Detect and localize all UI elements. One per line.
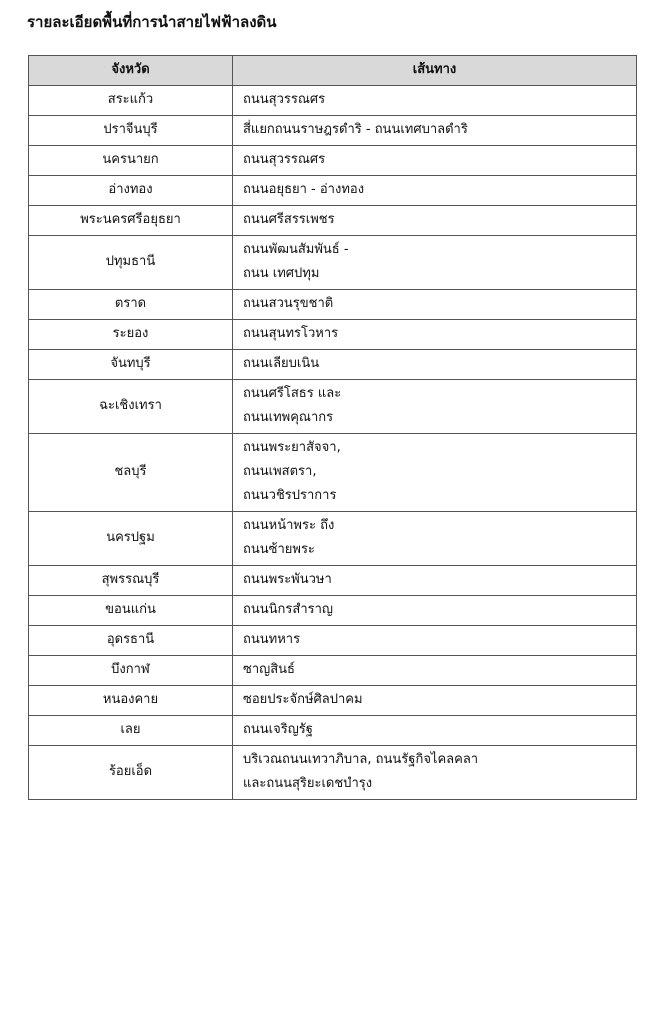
table-row <box>29 512 637 566</box>
province-cell: พระนครศรีอยุธยา <box>29 206 233 236</box>
province-cell: บึงกาฬ <box>29 656 233 686</box>
route-cell <box>233 746 637 800</box>
route-line: ถนนเลียบเนิน <box>243 356 320 371</box>
table-row <box>29 236 637 290</box>
table-row <box>29 176 637 206</box>
document-title: รายละเอียดพื้นที่การนำสายไฟฟ้าลงดิน <box>27 13 277 31</box>
route-line: ถนนเจริญรัฐ <box>243 722 313 737</box>
route-cell <box>233 320 637 350</box>
route-line: ถนนหน้าพระ ถึง <box>243 518 335 533</box>
route-line: ซอยประจักษ์ศิลปาคม <box>243 692 363 707</box>
province-cell: เลย <box>29 716 233 746</box>
province-cell: ฉะเชิงเทรา <box>29 380 233 434</box>
table-row <box>29 146 637 176</box>
route-line: ถนนสุวรรณศร <box>243 92 326 107</box>
route-line: ถนนอยุธยา - อ่างทอง <box>243 182 365 197</box>
province-cell: สุพรรณบุรี <box>29 566 233 596</box>
route-line: ถนนเพสตรา, <box>243 464 317 479</box>
route-cell <box>233 206 637 236</box>
province-cell: ร้อยเอ็ด <box>29 746 233 800</box>
table-row <box>29 596 637 626</box>
route-cell <box>233 176 637 206</box>
route-line: ถนนศรีโสธร และ <box>243 386 342 401</box>
table-row <box>29 746 637 800</box>
route-line: และถนนสุริยะเดชบำรุง <box>243 776 373 791</box>
route-line: ถนนสุวรรณศร <box>243 152 326 167</box>
province-cell: ปทุมธานี <box>29 236 233 290</box>
table-body <box>29 86 637 800</box>
table-row <box>29 86 637 116</box>
route-cell <box>233 716 637 746</box>
route-cell <box>233 686 637 716</box>
route-cell <box>233 116 637 146</box>
table-row <box>29 434 637 512</box>
province-cell: ขอนแก่น <box>29 596 233 626</box>
route-line: ซาญสินธ์ <box>243 662 295 677</box>
route-cell <box>233 290 637 320</box>
province-cell: จันทบุรี <box>29 350 233 380</box>
province-cell: อ่างทอง <box>29 176 233 206</box>
route-line: ถนนพระยาสัจจา, <box>243 440 341 455</box>
table-row <box>29 716 637 746</box>
province-cell: สระแก้ว <box>29 86 233 116</box>
table-row <box>29 380 637 434</box>
table-row <box>29 656 637 686</box>
table-row <box>29 566 637 596</box>
route-line: ถนนสวนรุขชาติ <box>243 296 334 311</box>
province-cell: นครนายก <box>29 146 233 176</box>
header-province: จังหวัด <box>29 56 233 86</box>
route-cell <box>233 236 637 290</box>
province-cell: อุดรธานี <box>29 626 233 656</box>
route-line: ถนนสุนทรโวหาร <box>243 326 339 341</box>
route-cell <box>233 566 637 596</box>
route-line: ถนนเทพคุณากร <box>243 410 334 425</box>
route-cell <box>233 146 637 176</box>
route-line: ถนนวชิรปราการ <box>243 488 337 503</box>
table-header-row <box>29 56 637 86</box>
route-line: ถนนซ้ายพระ <box>243 542 315 557</box>
table-row <box>29 290 637 320</box>
table-row <box>29 116 637 146</box>
route-cell <box>233 350 637 380</box>
route-line: ถนน เทศปทุม <box>243 266 320 281</box>
route-line: ถนนทหาร <box>243 632 301 647</box>
route-cell <box>233 380 637 434</box>
route-line: ถนนพัฒนสัมพันธ์ - <box>243 242 349 257</box>
route-cell <box>233 86 637 116</box>
route-cell <box>233 626 637 656</box>
table-row <box>29 206 637 236</box>
province-cell: ระยอง <box>29 320 233 350</box>
route-line: ถนนนิกรสำราญ <box>243 602 333 617</box>
route-line: สี่แยกถนนราษฎรดำริ - ถนนเทศบาลดำริ <box>243 122 468 137</box>
route-cell <box>233 434 637 512</box>
province-cell: ตราด <box>29 290 233 320</box>
route-cell <box>233 656 637 686</box>
table-row <box>29 626 637 656</box>
underground-cable-routes-table <box>28 55 637 800</box>
route-line: ถนนพระพันวษา <box>243 572 332 587</box>
route-line: ถนนศรีสรรเพชร <box>243 212 335 227</box>
province-cell: หนองคาย <box>29 686 233 716</box>
route-cell <box>233 596 637 626</box>
province-cell: ชลบุรี <box>29 434 233 512</box>
table-row <box>29 350 637 380</box>
table-row <box>29 320 637 350</box>
table-row <box>29 686 637 716</box>
province-cell: ปราจีนบุรี <box>29 116 233 146</box>
route-line: บริเวณถนนเทวาภิบาล, ถนนรัฐกิจไคลคลา <box>243 752 479 767</box>
header-route: เส้นทาง <box>233 56 637 86</box>
route-cell <box>233 512 637 566</box>
province-cell: นครปฐม <box>29 512 233 566</box>
